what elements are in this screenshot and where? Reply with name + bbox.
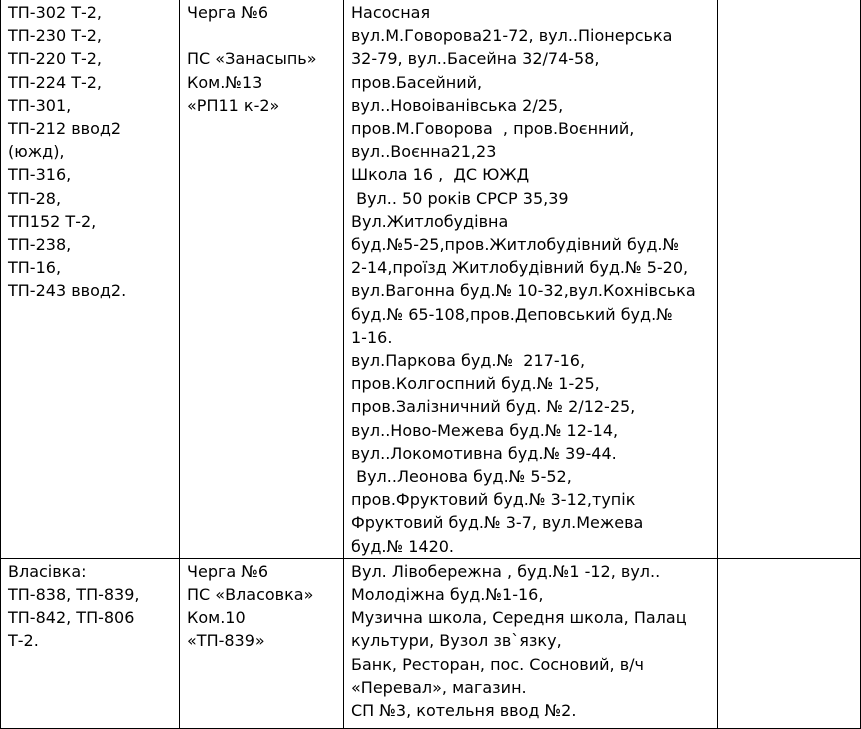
substations-cell	[1, 0, 180, 558]
cell-line: СП №3, котельня ввод №2.	[351, 701, 577, 721]
cell-line: Черга №6	[187, 3, 269, 22]
cell-line: ТП-838, ТП-839,	[8, 585, 140, 605]
cell-line: ТП-212 ввод2	[8, 119, 122, 139]
cell-line: Т-2.	[8, 631, 39, 651]
cell-line: ТП-302 Т-2,	[8, 3, 103, 22]
cell-line: «ТП-839»	[187, 631, 265, 651]
notes-cell	[718, 558, 861, 728]
cell-line: пров.Колгоспний буд.№ 1-25,	[351, 374, 600, 394]
cell-line: пров.Басейний,	[351, 72, 483, 92]
substations-cell	[1, 558, 180, 728]
cell-line: «Перевал», магазин.	[351, 677, 527, 697]
addresses-cell	[344, 0, 718, 558]
cell-line: ТП-16,	[8, 258, 62, 278]
cell-line: пров.Залізничний буд. № 2/12-25,	[351, 397, 636, 417]
cell-line: 1-16.	[351, 327, 393, 347]
cell-line: ТП-842, ТП-806	[8, 608, 135, 628]
cell-line: Черга №6	[187, 561, 269, 581]
cell-line: Вул. Лівобережна , буд.№1 -12, вул..	[351, 561, 661, 581]
cell-line: Банк, Ресторан, пос. Сосновий, в/ч	[351, 654, 644, 674]
cell-line: «РП11 к-2»	[187, 95, 280, 115]
cell-line: Фруктовий буд.№ 3-7, вул.Межева	[351, 513, 644, 533]
cell-line: Насосная	[351, 3, 431, 22]
cell-line: вул..Новоіванівська 2/25,	[351, 95, 564, 115]
cell-line: ТП-220 Т-2,	[8, 49, 103, 69]
cell-line: пров.Фруктовий буд.№ 3-12,тупік	[351, 490, 636, 510]
cell-line	[187, 24, 339, 47]
cell-line: (южд),	[8, 142, 65, 162]
cell-line: 32-79, вул..Басейна 32/74-58,	[351, 49, 600, 69]
cell-line: буд.№ 65-108,пров.Деповський буд.№	[351, 304, 673, 324]
cell-line: ТП-243 ввод2.	[8, 281, 127, 301]
table-row	[1, 558, 861, 728]
queue-cell	[180, 558, 344, 728]
cell-line: Ком.10	[187, 608, 246, 628]
cell-line: вул.М.Говорова21-72, вул..Піонерська	[351, 26, 673, 46]
cell-line: Власівка:	[8, 561, 87, 581]
cell-line: буд.№5-25,пров.Житлобудівний буд.№	[351, 235, 680, 255]
cell-line: Вул..Леонова буд.№ 5-52,	[351, 467, 572, 487]
cell-line: Ком.№13	[187, 72, 263, 92]
cell-line: ПС «Занасыпь»	[187, 49, 317, 69]
cell-line: ТП-28,	[8, 188, 62, 208]
cell-line: вул.Вагонна буд.№ 10-32,вул.Кохнівська	[351, 281, 696, 301]
notes-cell	[718, 0, 861, 558]
table-row	[1, 0, 861, 558]
cell-line: 2-14,проїзд Житлобудівний буд.№ 5-20,	[351, 258, 689, 278]
queue-cell	[180, 0, 344, 558]
addresses-cell	[344, 558, 718, 728]
cell-line: ТП-230 Т-2,	[8, 26, 103, 46]
cell-line: Музична школа, Середня школа, Палац	[351, 608, 687, 628]
cell-line: ТП152 Т-2,	[8, 211, 97, 231]
cell-line: вул..Воєнна21,23	[351, 142, 497, 162]
cell-line: Вул.. 50 років СРСР 35,39	[351, 188, 569, 208]
cell-line: пров.М.Говорова , пров.Воєнний,	[351, 119, 635, 139]
cell-line: Молодіжна буд.№1-16,	[351, 585, 544, 605]
cell-line: ТП-224 Т-2,	[8, 72, 103, 92]
cell-line: буд.№ 1420.	[351, 536, 455, 556]
cell-line: ТП-238,	[8, 235, 72, 255]
cell-line: культури, Вузол зв`язку,	[351, 631, 562, 651]
cell-line: вул.Паркова буд.№ 217-16,	[351, 351, 586, 371]
cell-line: вул..Локомотивна буд.№ 39-44.	[351, 443, 617, 463]
cell-line: вул..Ново-Межева буд.№ 12-14,	[351, 420, 619, 440]
cell-line: ТП-301,	[8, 95, 72, 115]
cell-line: Школа 16 , ДС ЮЖД	[351, 165, 530, 185]
cell-line: Вул.Житлобудівна	[351, 211, 509, 231]
cell-line: ПС «Власовка»	[187, 585, 314, 605]
cell-line: ТП-316,	[8, 165, 72, 185]
